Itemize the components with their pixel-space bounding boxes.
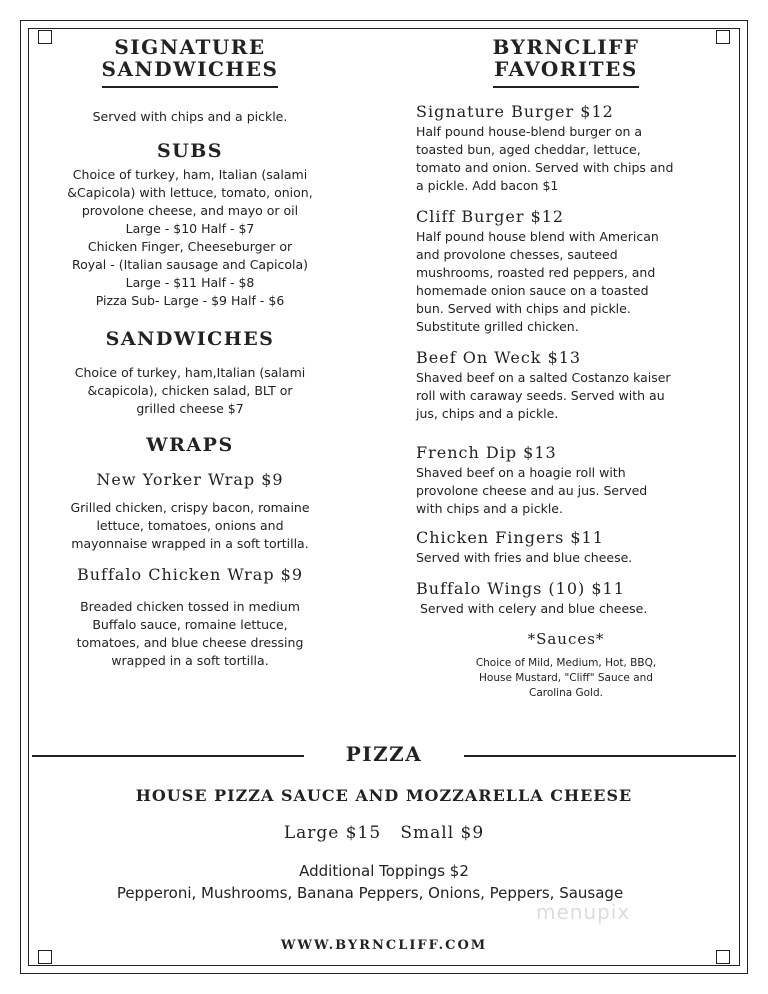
subs-heading: SUBS — [156, 140, 224, 162]
sandwiches-heading: SANDWICHES — [105, 328, 275, 350]
menu-item-description: Served with fries and blue cheese. — [416, 550, 633, 565]
menu-item — [416, 348, 716, 423]
wrap-item-title: Buffalo Chicken Wrap $9 — [76, 565, 304, 584]
wrap-item-description: Grilled chicken, crispy bacon, romaine lettuce, tomatoes, onions and mayonnaise wrapped in a soft tortilla. — [70, 500, 310, 551]
byrncliff-favorites-header — [416, 36, 716, 88]
menu-item-title: Buffalo Wings (10) $11 — [416, 579, 625, 598]
menu-item — [416, 102, 716, 195]
right-column — [416, 30, 716, 701]
watermark-logo: menupix — [536, 900, 631, 924]
menu-item-title: Beef On Weck $13 — [416, 348, 582, 367]
menu-item-description: Half pound house blend with American and provolone chesses, sauteed mushrooms, roasted red peppers, and homemade onion sauce on a toasted bun. Served with chips and pickle. Substitute grilled chicken. — [416, 229, 659, 334]
menu-item — [416, 207, 716, 336]
byrncliff-favorites-title — [493, 36, 640, 88]
menu-item-description: Served with celery and blue cheese. — [420, 601, 648, 616]
menu-item — [416, 579, 716, 618]
wrap-item-description: Breaded chicken tossed in medium Buffalo sauce, romaine lettuce, tomatoes, and blue cheese dressing wrapped in a soft tortilla. — [76, 599, 304, 668]
wraps-heading: WRAPS — [146, 434, 234, 456]
menu-item-description: Half pound house-blend burger on a toasted bun, aged cheddar, lettuce, tomato and onion. Served with chips and a pickle. Add bacon $1 — [416, 124, 674, 193]
sandwiches-description: Choice of turkey, ham,Italian (salami &capicola), chicken salad, BLT or grilled cheese $7 — [74, 365, 306, 416]
pizza-divider — [32, 742, 736, 770]
title-line-1: BYRNCLIFF — [492, 35, 640, 59]
signature-sandwiches-title — [102, 36, 279, 88]
pizza-prices: Large $15 Small $9 — [283, 823, 485, 843]
signature-sandwiches-header — [44, 36, 336, 88]
menu-item-title: Signature Burger $12 — [416, 102, 614, 121]
toppings-list: Pepperoni, Mushrooms, Banana Peppers, Onions, Peppers, Sausage — [116, 884, 624, 902]
title-line-1: SIGNATURE — [114, 35, 266, 59]
pizza-heading: PIZZA — [345, 742, 423, 766]
left-column — [44, 30, 336, 670]
toppings-label: Additional Toppings $2 — [299, 862, 469, 880]
menu-item — [416, 528, 716, 567]
pizza-subtitle: HOUSE PIZZA SAUCE AND MOZZARELLA CHEESE — [135, 786, 633, 805]
menu-item-description: Shaved beef on a hoagie roll with provolone cheese and au jus. Served with chips and a pickle. — [416, 465, 648, 516]
corner-ornament-top-right — [716, 30, 730, 44]
subs-description: Choice of turkey, ham, Italian (salami &Capicola) with lettuce, tomato, onion, provolone cheese, and mayo or oil Large - $10 Half - $7 Chicken Finger, Cheeseburger or Royal - (Italian sausage and Capicola) Large - $11 Half - $8 Pizza Sub- Large - $9 Half - $6 — [67, 167, 313, 308]
menu-item-title: Chicken Fingers $11 — [416, 528, 604, 547]
served-note: Served with chips and a pickle. — [92, 109, 288, 124]
menu-item — [416, 443, 716, 518]
wrap-item-title: New Yorker Wrap $9 — [96, 470, 284, 489]
sauces-section — [416, 630, 716, 701]
sauces-title: *Sauces* — [527, 630, 605, 648]
menu-item-title: French Dip $13 — [416, 443, 557, 462]
sauces-description: Choice of Mild, Medium, Hot, BBQ, House Mustard, "Cliff" Sauce and Carolina Gold. — [475, 657, 657, 699]
menu-item-title: Cliff Burger $12 — [416, 207, 565, 226]
title-line-2: SANDWICHES — [101, 57, 279, 81]
menu-item-description: Shaved beef on a salted Costanzo kaiser roll with caraway seeds. Served with au jus, chips and a pickle. — [416, 370, 671, 421]
website-link[interactable]: WWW.BYRNCLIFF.COM — [280, 938, 488, 953]
title-line-2: FAVORITES — [494, 57, 638, 81]
